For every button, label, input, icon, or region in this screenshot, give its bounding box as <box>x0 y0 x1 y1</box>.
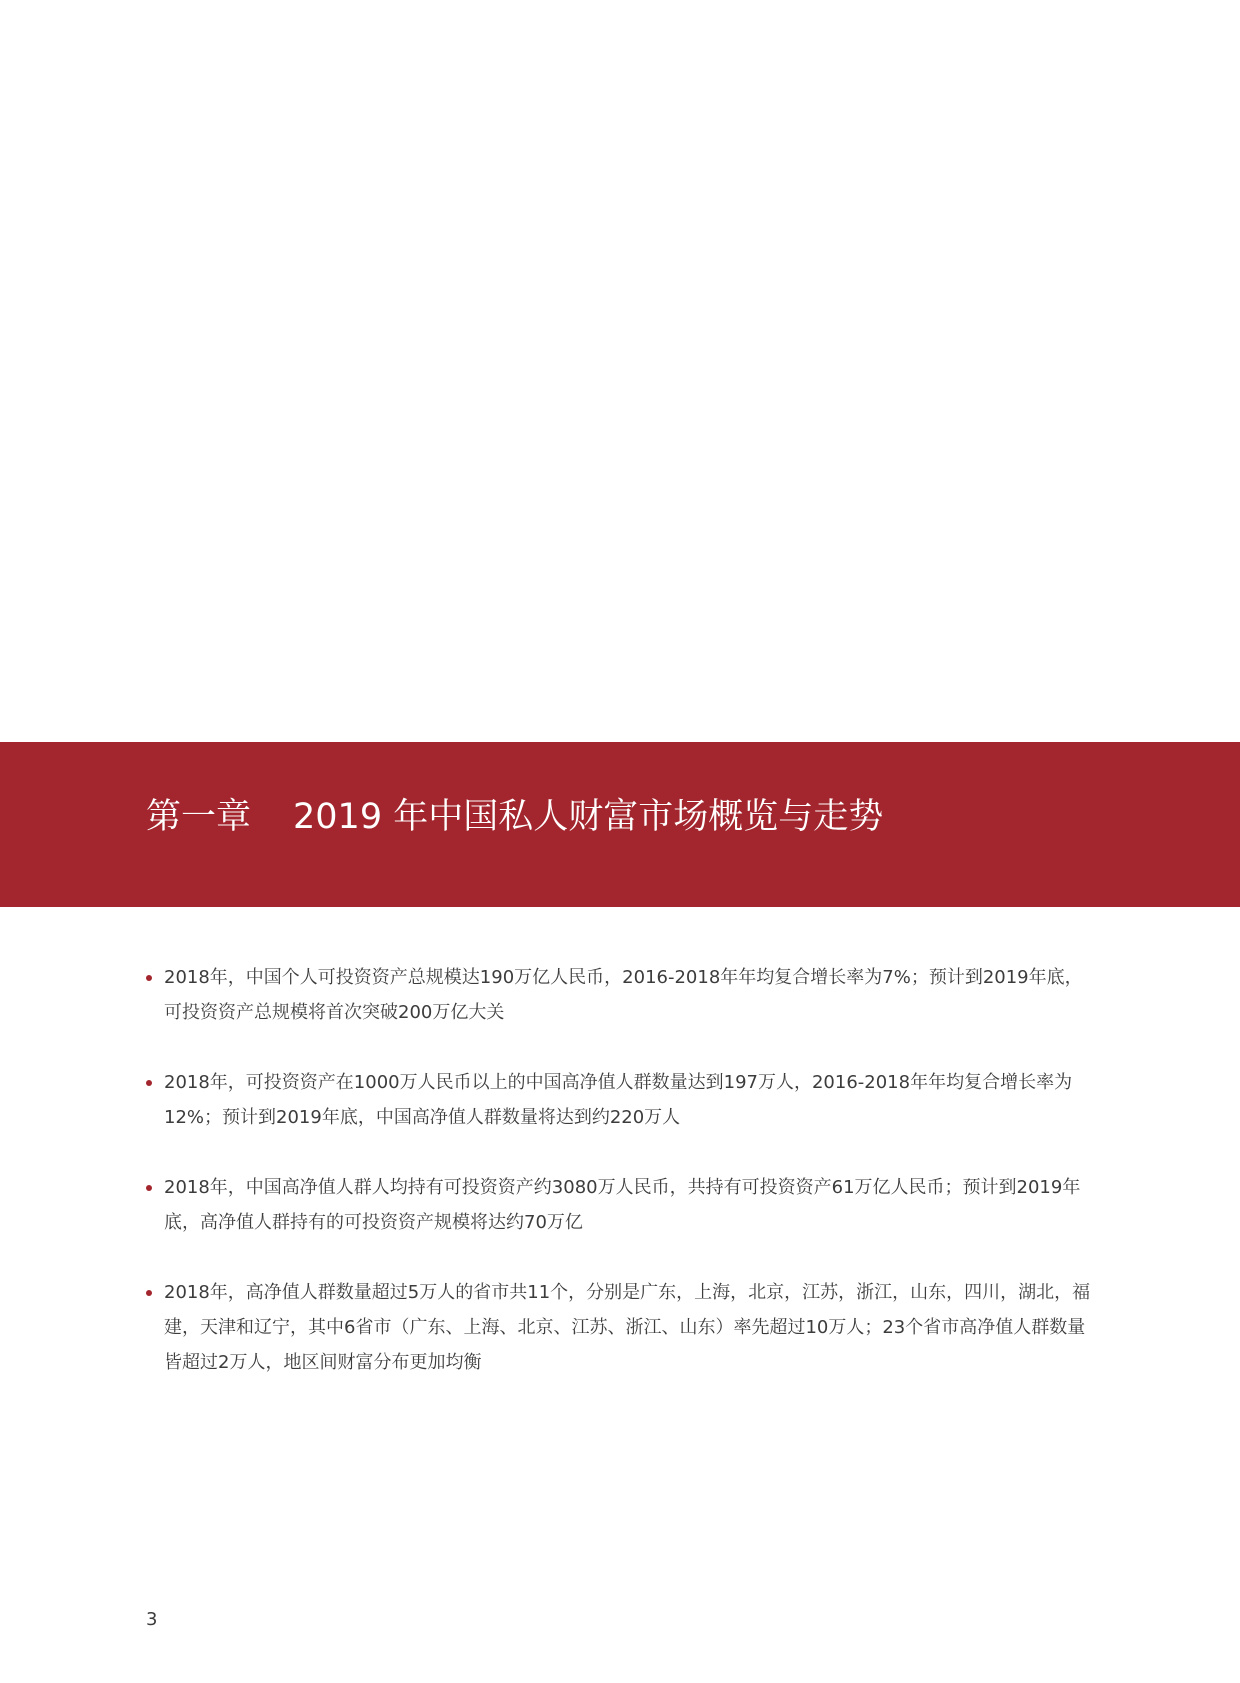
bullet-dot-icon <box>146 1290 152 1296</box>
page-number: 3 <box>146 1609 158 1630</box>
key-finding-item <box>146 960 1096 1030</box>
key-finding-text: 2018年，高净值人群数量超过5万人的省市共11个，分别是广东，上海，北京，江苏，浙江，山东，四川，湖北，福建，天津和辽宁，其中6省市（广东、上海、北京、江苏、浙江、山东）率先超过10万人；23个省市高净值人群数量皆超过2万人，地区间财富分布更加均衡 <box>164 1282 1091 1373</box>
chapter-heading: 2019 年中国私人财富市场概览与走势 <box>293 797 884 837</box>
key-finding-text: 2018年，中国个人可投资资产总规模达190万亿人民币，2016-2018年年均复合增长率为7%；预计到2019年底，可投资资产总规模将首次突破200万亿大关 <box>164 967 1083 1023</box>
key-finding-item <box>146 1170 1096 1240</box>
chapter-label: 第一章 <box>146 797 252 837</box>
chapter-title <box>146 792 883 842</box>
key-finding-item <box>146 1275 1096 1380</box>
key-finding-text: 2018年，可投资资产在1000万人民币以上的中国高净值人群数量达到197万人，2016-2018年年均复合增长率为12%；预计到2019年底，中国高净值人群数量将达到约220万人 <box>164 1072 1073 1128</box>
bullet-dot-icon <box>146 1080 152 1086</box>
bullet-dot-icon <box>146 975 152 981</box>
key-findings-list <box>146 960 1096 1380</box>
bullet-dot-icon <box>146 1185 152 1191</box>
key-finding-text: 2018年，中国高净值人群人均持有可投资资产约3080万人民币，共持有可投资资产61万亿人民币；预计到2019年底，高净值人群持有的可投资资产规模将达约70万亿 <box>164 1177 1081 1233</box>
key-finding-item <box>146 1065 1096 1135</box>
chapter-banner <box>0 742 1240 907</box>
